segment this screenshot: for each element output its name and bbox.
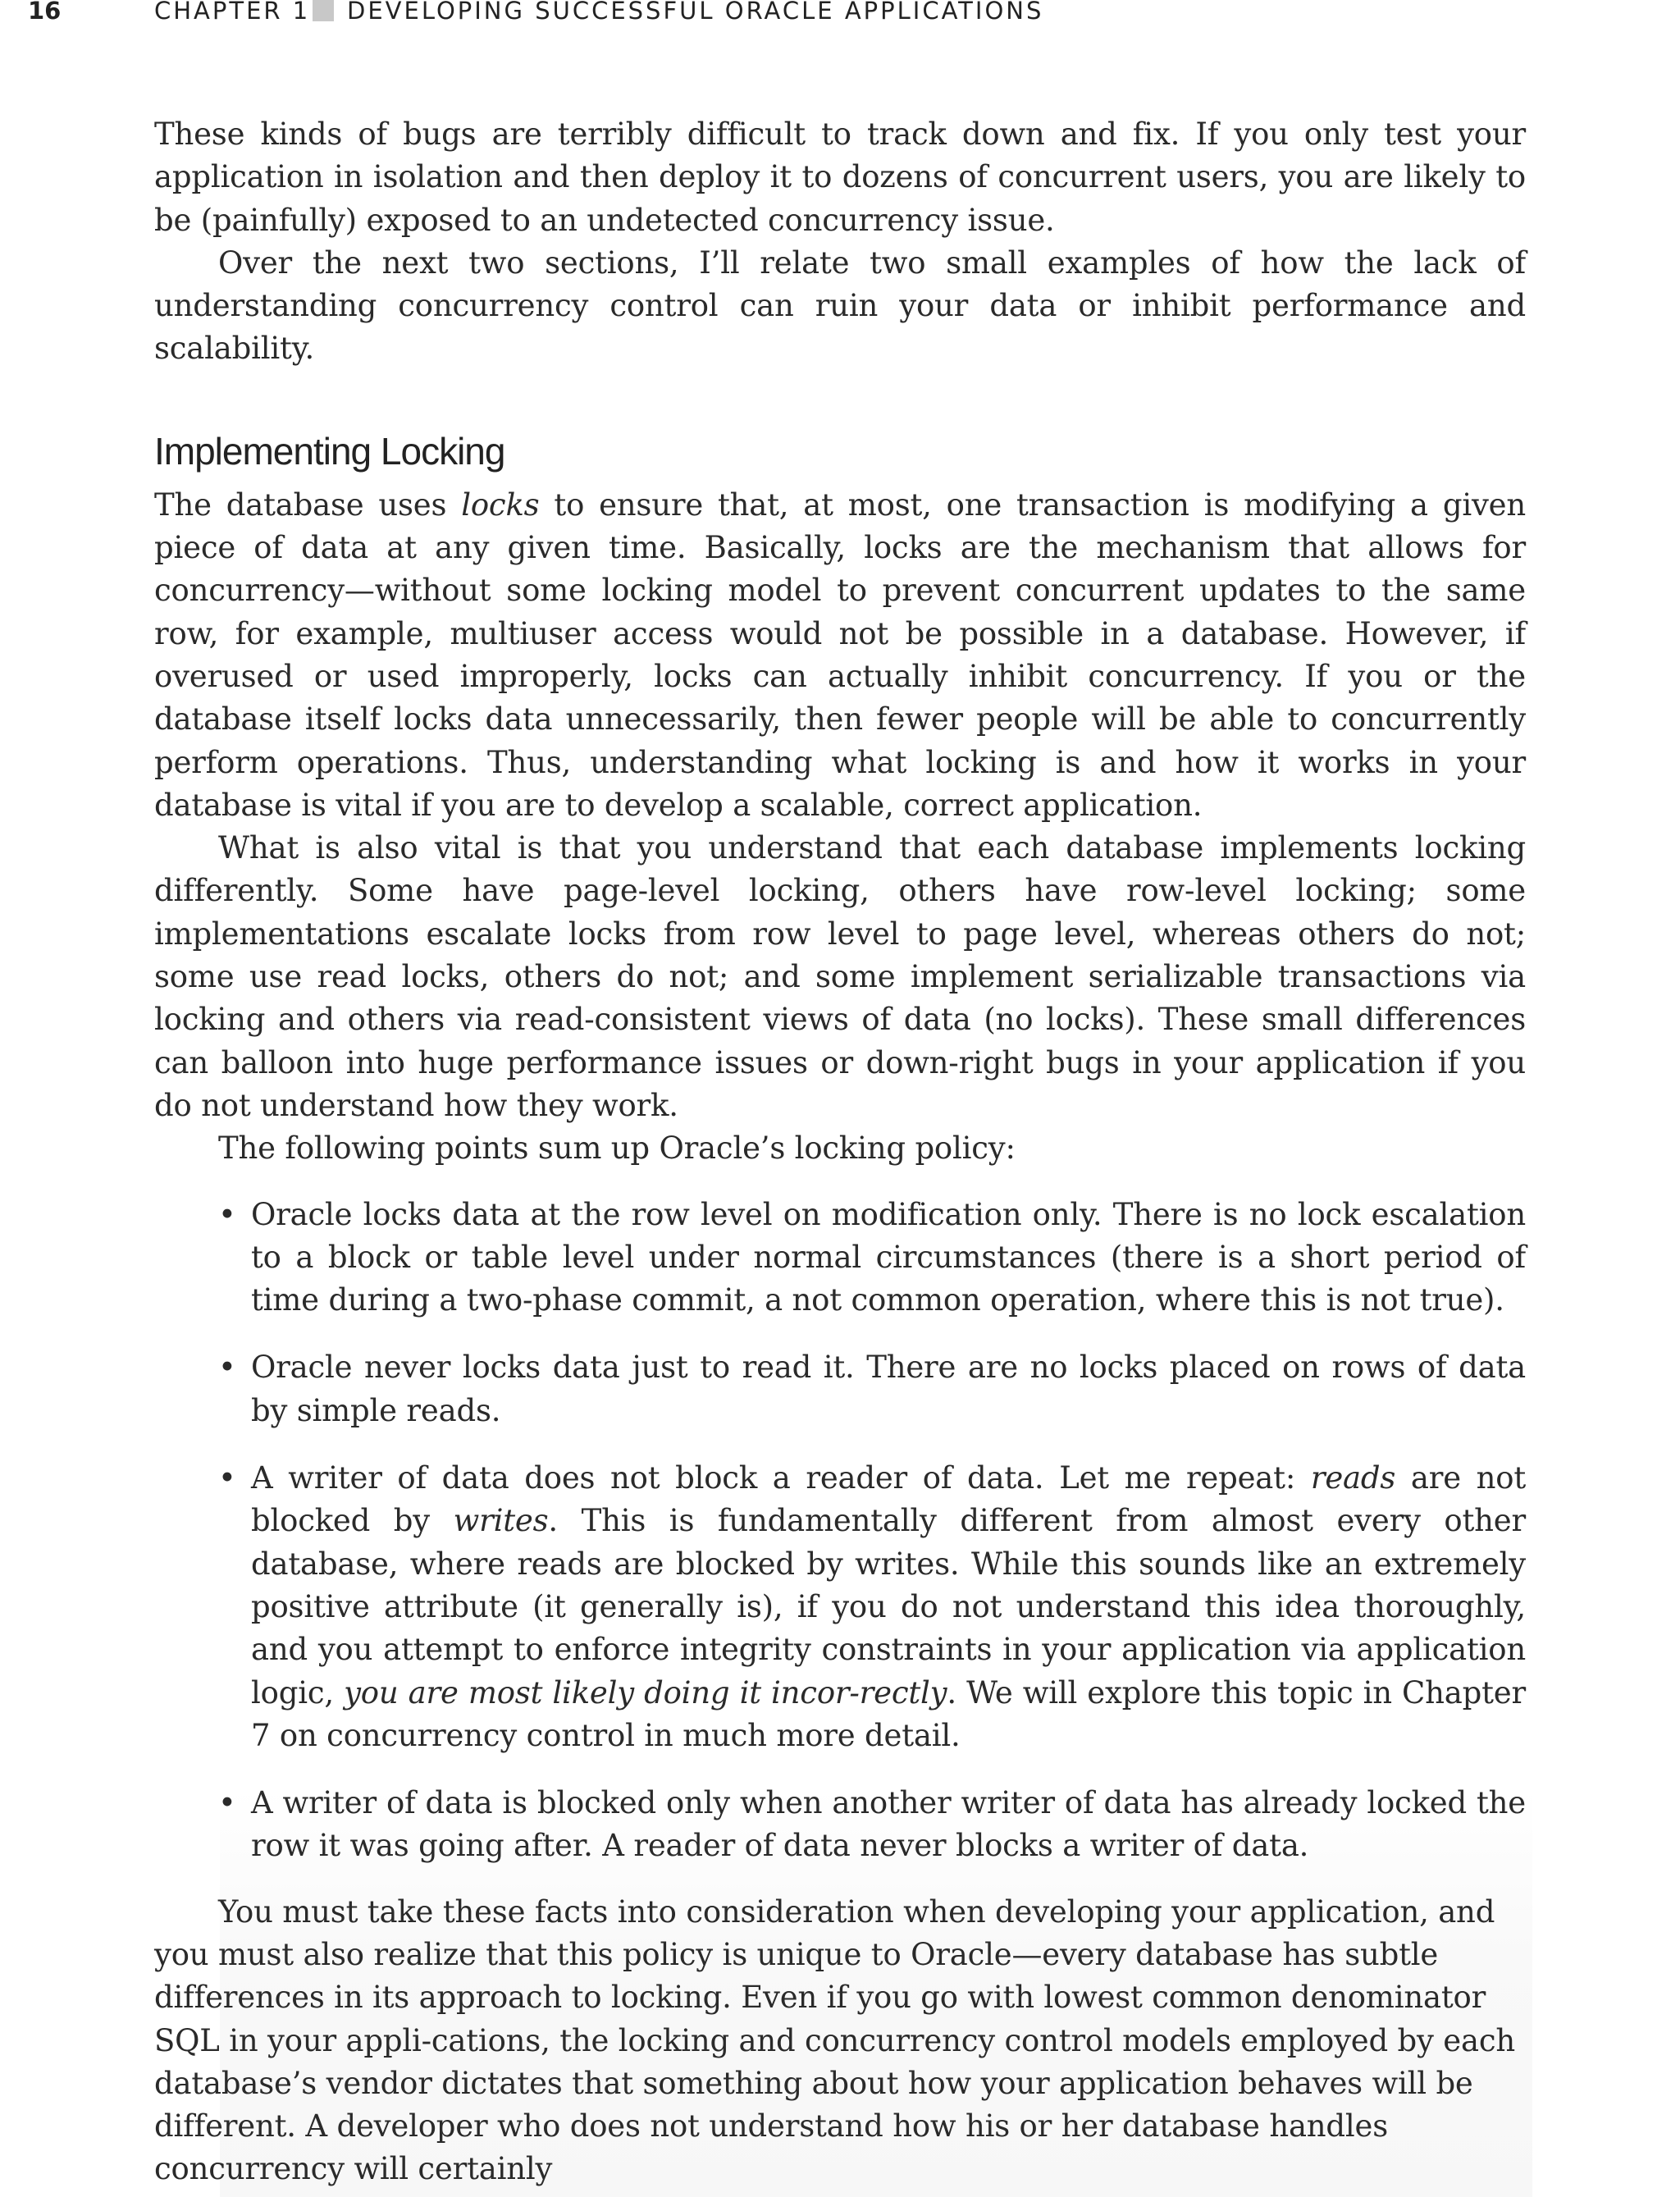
- list-item: • A writer of data does not block a reader of data. Let me repeat: reads are not blocked by writes. This is fundamentally different from almost every other database, where reads are blocked by writes. While this sounds like an extremely positive attribute (it generally is), if you do not understand this idea thoroughly, and you attempt to enforce integrity constraints in your application via application logic, you are most likely doing it incor-rectly. We will explore this topic in Chapter 7 on concurrency control in much more detail.: [251, 1457, 1526, 1757]
- list-item: • Oracle never locks data just to read it. There are no locks placed on rows of data by simple reads.: [251, 1346, 1526, 1432]
- bullet-icon: •: [218, 1785, 236, 1821]
- page-number: 16: [28, 0, 62, 25]
- section-paragraph-1: The database uses locks to ensure that, at most, one transaction is modifying a given piece of data at any given time. Basically, locks are the mechanism that allows for concurrency—without some locking model to prevent concurrent updates to the same row, for example, multiuser access would not be possible in a database. However, if overused or used improperly, locks can actually inhibit concurrency. If you or the database itself locks data unnecessarily, then fewer people will be able to concurrently perform operations. Thus, understanding what locking is and how it works in your database is vital if you are to develop a scalable, correct application.: [154, 486, 1526, 823]
- locking-policy-list: [154, 1194, 1526, 1868]
- body-text: [154, 113, 1526, 2191]
- intro-paragraph-1: These kinds of bugs are terribly difficult to track down and fix. If you only test your application in isolation and then deploy it to dozens of concurrent users, you are likely to be (painfully) exposed to an undetected concurrency issue.: [154, 116, 1526, 238]
- header-square-icon: [313, 0, 334, 21]
- bullet-icon: •: [218, 1196, 236, 1232]
- section-paragraph-2: What is also vital is that you understand that each database implements locking differently. Some have page-level locking, others have row-level locking; some implementations escalate locks from row level to page level, whereas others do not; some use read locks, others do not; and some implement serializable transactions via locking and others via read-consistent views of data (no locks). These small differences can balloon into huge performance issues or down-right bugs in your application if you do not understand how they work.: [154, 830, 1526, 1123]
- closing-paragraph: You must take these facts into consideration when developing your application, and you must also realize that this policy is unique to Oracle—every database has subtle differences in its approach to locking. Even if you go with lowest common denominator SQL in your appli-cations, the locking and concurrency control models employed by each database’s vendor dictates that something about how your application behaves will be different. A developer who does not understand how his or her database handles concurrency will certainly: [154, 1893, 1515, 2187]
- chapter-label: CHAPTER 1: [154, 0, 311, 25]
- chapter-title: DEVELOPING SUCCESSFUL ORACLE APPLICATIONS: [347, 0, 1044, 25]
- list-item: • A writer of data is blocked only when another writer of data has already locked the row it was going after. A reader of data never blocks a writer of data.: [251, 1782, 1526, 1868]
- list-item: • Oracle locks data at the row level on modification only. There is no lock escalation to a block or table level under normal circumstances (there is a short period of time during a two-phase commit, a not common operation, where this is not true).: [251, 1194, 1526, 1322]
- section-paragraph-3: The following points sum up Oracle’s locking policy:: [218, 1130, 1016, 1167]
- intro-paragraph-2: Over the next two sections, I’ll relate two small examples of how the lack of understanding concurrency control can ruin your data or inhibit performance and scalability.: [154, 244, 1526, 367]
- bullet-icon: •: [218, 1460, 236, 1496]
- section-heading: Implementing Locking: [154, 429, 505, 473]
- bullet-icon: •: [218, 1350, 236, 1386]
- emphasis-locks: locks: [461, 486, 540, 523]
